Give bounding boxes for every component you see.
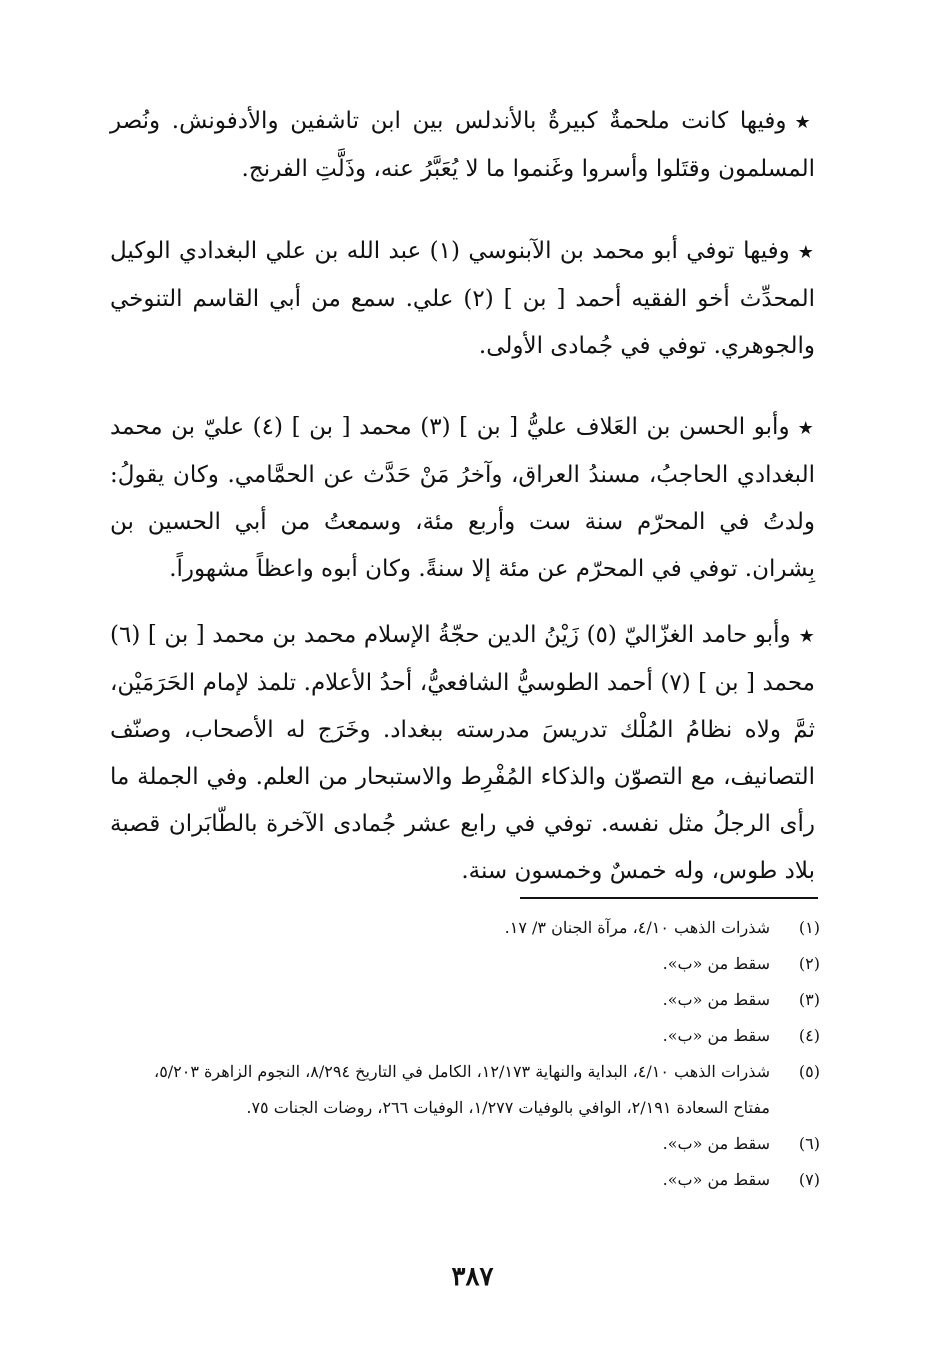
footnote-number: (٢) (798, 954, 820, 973)
star-icon: ★ (794, 112, 816, 133)
star-icon: ★ (797, 418, 815, 439)
footnote-text: سقط من «ب». (662, 1134, 770, 1153)
footnotes-list (120, 910, 820, 1198)
footnote-text: سقط من «ب». (662, 990, 770, 1009)
footnote-text: سقط من «ب». (662, 1170, 770, 1189)
entry-text: وأبو حامد الغزّاليّ (٥) زَيْنُ الدين حجّةُ الإسلام محمد بن محمد [ بن ] (٦) محمد [ بن ] (٧) أحمد الطوسيُّ الشافعيُّ، أحدُ الأعلام. تلمذ لإمام الحَرَمَيْن، ثمَّ ولاه نظامُ المُلْك تدريسَ مدرسته ببغداد. وخَرَج له الأصحاب، وصنّف التصانيف، مع التصوّن والذكاء المُفْرِط والاستبحار من العلم. وفي الجملة ما رأى الرجلُ مثل نفسه. توفي في رابع عشر جُمادى الآخرة بالطّابَران قصبة بلاد طوس، وله خمسٌ وخمسون سنة. (110, 622, 815, 884)
footnote-text: شذرات الذهب ٤/١٠، البداية والنهاية ١٢/١٧٣، الكامل في التاريخ ٨/٢٩٤، النجوم الزاهرة ٥/٢٠٣، مفتاح السعادة ٢/١٩١، الوافي بالوفيات ١/٢٧٧، الوفيات ٢٦٦، روضات الجنات ٧٥. (154, 1062, 770, 1117)
entry-2 (110, 228, 815, 370)
star-icon: ★ (798, 626, 816, 647)
footnote-number: (٤) (798, 1026, 820, 1045)
page-number: ٣٨٧ (451, 1262, 494, 1292)
footnote-number: (٥) (798, 1062, 820, 1081)
footnote-6 (120, 1126, 820, 1162)
footnote-text: سقط من «ب». (662, 1026, 770, 1045)
entry-1 (110, 98, 815, 193)
entry-text: وفيها توفي أبو محمد بن الآبنوسي (١) عبد الله بن علي البغدادي الوكيل المحدِّث أخو الفقيه أحمد [ بن ] (٢) علي. سمع من أبي القاسم التنوخي والجوهري. توفي في جُمادى الأولى. (110, 238, 815, 359)
footnote-3 (120, 982, 820, 1018)
footnote-text: سقط من «ب». (662, 954, 770, 973)
entry-3 (110, 404, 815, 593)
entry-4 (110, 612, 815, 895)
entry-text: وأبو الحسن بن العَلاف عليُّ [ بن ] (٣) محمد [ بن ] (٤) عليّ بن محمد البغدادي الحاجبُ، مسندُ العراق، وآخرُ مَنْ حَدَّث عن الحمَّامي. وكان يقولُ: ولدتُ في المحرّم سنة ست وأربع مئة، وسمعتُ من أبي الحسين بن بِشران. توفي في المحرّم عن مئة إلا سنةً. وكان أبوه واعظاً مشهوراً. (110, 414, 815, 582)
footnote-4 (120, 1018, 820, 1054)
footnote-number: (٣) (798, 990, 820, 1009)
footnote-2 (120, 946, 820, 982)
footnote-number: (١) (798, 918, 820, 937)
entry-text: وفيها كانت ملحمةٌ كبيرةٌ بالأندلس بين ابن تاشفين والأدفونش. ونُصر المسلمون وقتَلوا وأسروا وغَنموا ما لا يُعَبَّرُ عنه، وذَلَّتِ الفرنج. (110, 108, 815, 182)
footnote-divider (520, 897, 818, 899)
footnote-1 (120, 910, 820, 946)
footnote-5 (120, 1054, 820, 1126)
footnote-7 (120, 1162, 820, 1198)
star-icon: ★ (797, 242, 815, 263)
footnote-number: (٦) (798, 1134, 820, 1153)
footnote-text: شذرات الذهب ٤/١٠، مرآة الجنان ٣/ ١٧. (504, 918, 770, 937)
footnote-number: (٧) (798, 1170, 820, 1189)
